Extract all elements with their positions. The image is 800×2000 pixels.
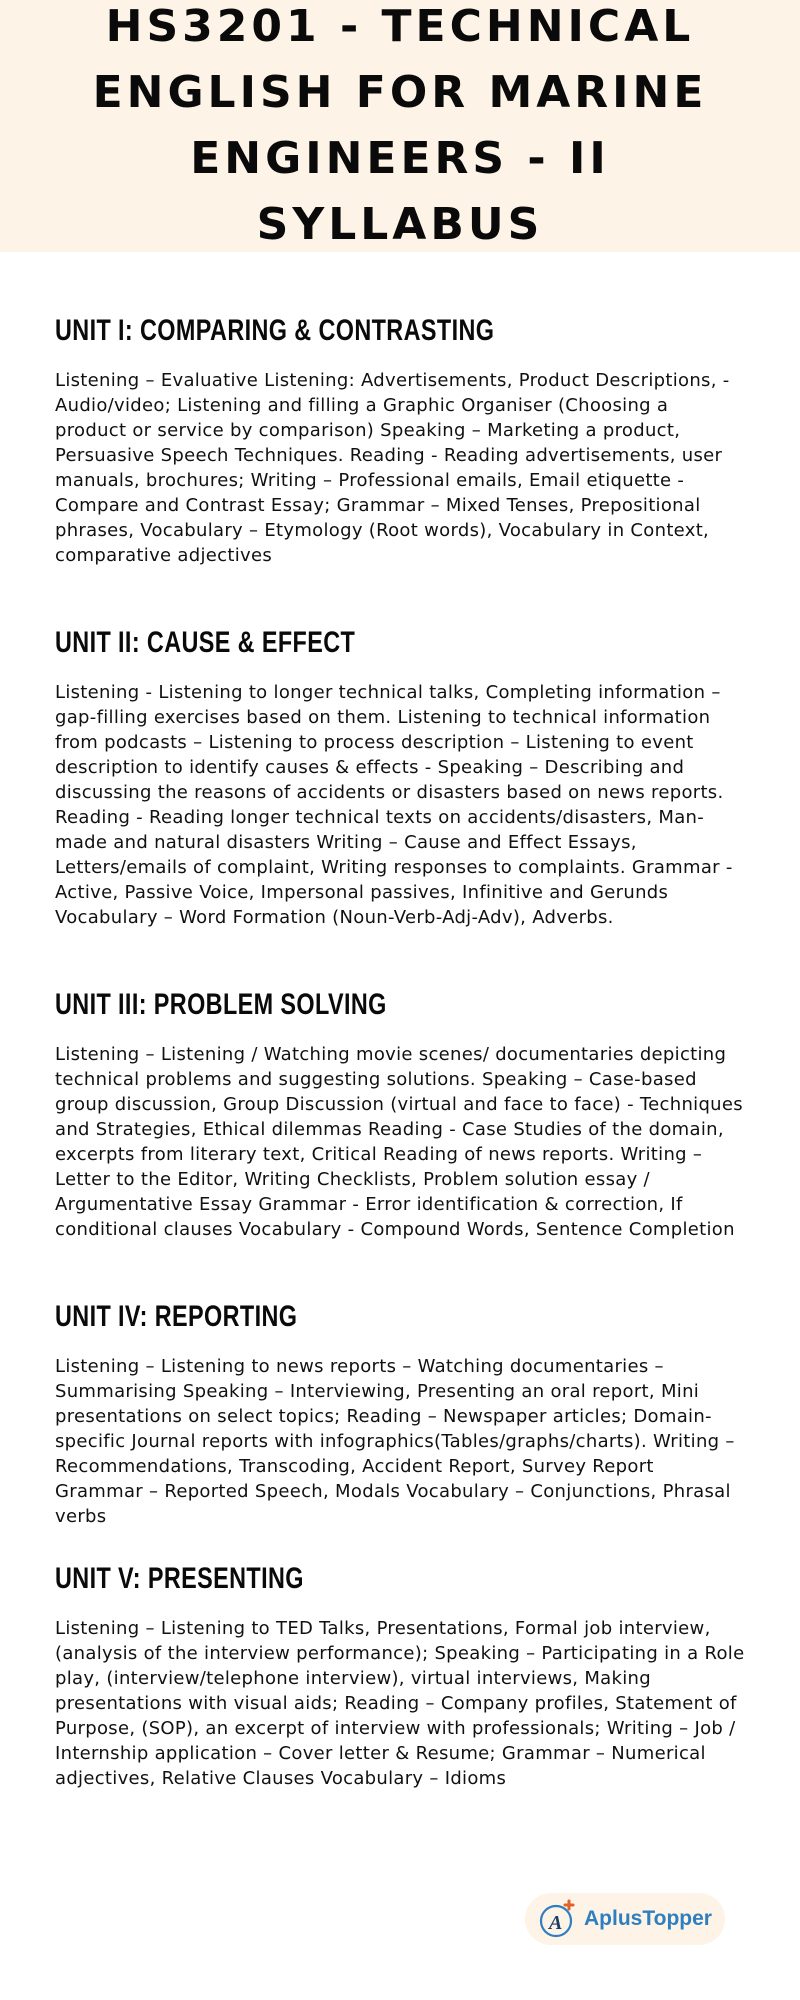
unit-body: Listening – Evaluative Listening: Advertisements, Product Descriptions, -Audio/video; Listening and filling a Graphic Organiser (Choosing a product or service by comparison) Speaking – Marketing a product, Persuasive Speech Techniques. Reading - Reading advertisements, user manuals, brochures; Writing – Professional emails, Email etiquette - Compare and Contrast Essay; Grammar – Mixed Tenses, Prepositional phrases, Vocabulary – Etymology (Root words), Vocabulary in Context, comparative adjectives [55, 370, 730, 566]
unit-body: Listening – Listening / Watching movie scenes/ documentaries depicting technical problems and suggesting solutions. Speaking – Case-based group discussion, Group Discussion (virtual and face to face) - Techniques and Strategies, Ethical dilemmas Reading - Case Studies of the domain, excerpts from literary text, Critical Reading of news reports. Writing – Letter to the Editor, Writing Checklists, Problem solution essay / Argumentative Essay Grammar - Error identification & correction, If conditional clauses Vocabulary - Compound Words, Sentence Completion [55, 1044, 743, 1240]
aplus-logo-icon [538, 1899, 578, 1939]
unit-5 [55, 1562, 755, 1791]
unit-heading: UNIT I: COMPARING & CONTRASTING [55, 314, 495, 347]
unit-body: Listening - Listening to longer technical talks, Completing information – gap-filling exercises based on them. Listening to technical information from podcasts – Listening to process description – Listening to event description to identify causes & effects - Speaking – Describing and discussing the reasons of accidents or disasters based on news reports. Reading - Reading longer technical texts on accidents/disasters, Man-made and natural disasters Writing – Cause and Effect Essays, Letters/emails of complaint, Writing responses to complaints. Grammar - Active, Passive Voice, Impersonal passives, Infinitive and Gerunds Vocabulary – Word Formation (Noun-Verb-Adj-Adv), Adverbs. [55, 682, 733, 928]
svg-text:A: A [549, 1912, 563, 1934]
unit-body: Listening – Listening to news reports – Watching documentaries – Summarising Speaking – Interviewing, Presenting an oral report, Mini presentations on select topics; Reading – Newspaper articles; Domain-specific Journal reports with infographics(Tables/graphs/charts). Writing – Recommendations, Transcoding, Accident Report, Survey Report Grammar – Reported Speech, Modals Vocabulary – Conjunctions, Phrasal verbs [55, 1356, 735, 1527]
aplustopper-logo[interactable] [525, 1893, 725, 1945]
unit-2 [55, 626, 755, 930]
unit-heading: UNIT V: PRESENTING [55, 1562, 304, 1595]
unit-body: Listening – Listening to TED Talks, Presentations, Formal job interview, (analysis of the interview performance); Speaking – Participating in a Role play, (interview/telephone interview), virtual interviews, Making presentations with visual aids; Reading – Company profiles, Statement of Purpose, (SOP), an excerpt of interview with professionals; Writing – Job / Internship application – Cover letter & Resume; Grammar – Numerical adjectives, Relative Clauses Vocabulary – Idioms [55, 1618, 745, 1789]
unit-heading: UNIT IV: REPORTING [55, 1300, 298, 1333]
unit-heading: UNIT III: PROBLEM SOLVING [55, 988, 387, 1021]
unit-heading: UNIT II: CAUSE & EFFECT [55, 626, 356, 659]
page-header [0, 0, 800, 252]
unit-4 [55, 1300, 755, 1529]
logo-text: AplusTopper [584, 1907, 712, 1930]
page-title: HS3201 - TECHNICAL ENGLISH FOR MARINE ENGINEERS - II SYLLABUS [92, 1, 708, 250]
unit-3 [55, 988, 755, 1242]
unit-1 [55, 314, 755, 568]
